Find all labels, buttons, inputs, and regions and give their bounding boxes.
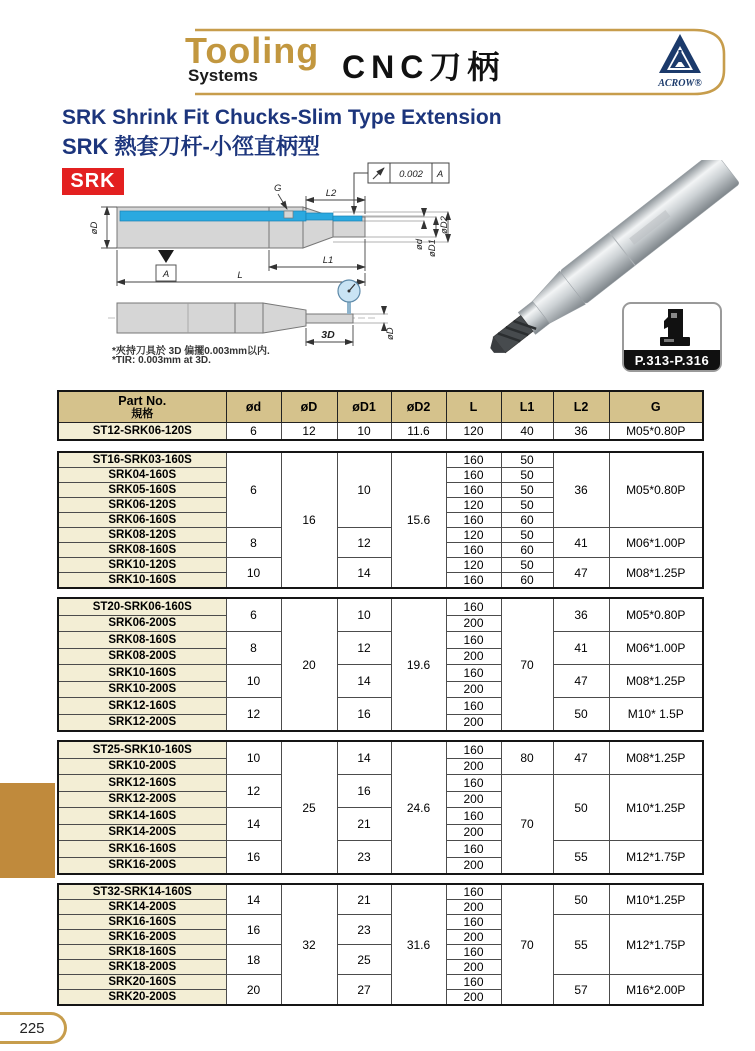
value-cell: 60 — [501, 543, 553, 558]
value-cell: M10* 1.5P — [609, 698, 703, 732]
value-cell: M05*0.80P — [609, 423, 703, 441]
label-oD: øD — [89, 221, 100, 235]
spec-tables — [57, 390, 702, 1006]
value-cell: 18 — [226, 945, 281, 975]
value-cell: 50 — [501, 558, 553, 573]
value-cell: 200 — [446, 681, 501, 698]
table-row — [58, 423, 703, 441]
label-L2: L2 — [325, 188, 337, 199]
table-row — [58, 841, 703, 858]
col-header: ød — [226, 391, 281, 423]
col-header: G — [609, 391, 703, 423]
value-cell: 50 — [501, 468, 553, 483]
series-badge-srk: SRK — [62, 168, 124, 195]
shrink-machine-icon — [654, 307, 694, 351]
value-cell: 160 — [446, 775, 501, 792]
value-cell: 19.6 — [391, 598, 446, 731]
part-no-cell: SRK08-120S — [58, 528, 226, 543]
part-no-cell: SRK20-200S — [58, 990, 226, 1006]
value-cell: 160 — [446, 468, 501, 483]
value-cell: 50 — [553, 884, 609, 915]
value-cell: 20 — [281, 598, 337, 731]
value-cell: M06*1.00P — [609, 632, 703, 665]
value-cell: 50 — [553, 775, 609, 841]
value-cell: 36 — [553, 598, 609, 632]
value-cell: M05*0.80P — [609, 598, 703, 632]
table-row — [58, 884, 703, 900]
value-cell: 200 — [446, 615, 501, 632]
value-cell: 57 — [553, 975, 609, 1006]
value-cell: 27 — [337, 975, 391, 1006]
value-cell: 21 — [337, 808, 391, 841]
thread-notch — [284, 211, 293, 218]
part-no-cell: SRK08-200S — [58, 648, 226, 665]
value-cell: 120 — [446, 423, 501, 441]
value-cell: 200 — [446, 900, 501, 915]
col-header: L — [446, 391, 501, 423]
value-cell: M05*0.80P — [609, 452, 703, 528]
value-cell: 160 — [446, 665, 501, 682]
value-cell: 160 — [446, 513, 501, 528]
value-cell: 200 — [446, 824, 501, 841]
table-row — [58, 528, 703, 543]
value-cell: 50 — [501, 483, 553, 498]
datum-triangle — [158, 250, 174, 263]
page-ref-badge — [622, 302, 722, 372]
part-no-cell: ST20-SRK06-160S — [58, 598, 226, 615]
value-cell: 160 — [446, 741, 501, 758]
part-no-cell: SRK05-160S — [58, 483, 226, 498]
part-no-cell: SRK16-200S — [58, 857, 226, 874]
part-no-cell: SRK06-200S — [58, 615, 226, 632]
table-row — [58, 698, 703, 715]
value-cell: 8 — [226, 632, 281, 665]
value-cell: 160 — [446, 598, 501, 615]
table-row — [58, 452, 703, 468]
table-row — [58, 558, 703, 573]
value-cell: M06*1.00P — [609, 528, 703, 558]
value-cell: 16 — [337, 775, 391, 808]
side-index-tab — [0, 783, 55, 878]
value-cell: 200 — [446, 714, 501, 731]
dial-indicator-icon — [338, 280, 360, 314]
value-cell: 8 — [226, 528, 281, 558]
label-oD1: øD1 — [427, 239, 438, 257]
value-cell: 200 — [446, 857, 501, 874]
value-cell: 50 — [501, 452, 553, 468]
value-cell: M08*1.25P — [609, 741, 703, 775]
value-cell: 70 — [501, 598, 553, 731]
value-cell: 120 — [446, 558, 501, 573]
value-cell: 160 — [446, 884, 501, 900]
label-oD-lower: øD — [385, 327, 396, 340]
value-cell: 47 — [553, 741, 609, 775]
part-no-cell: SRK06-160S — [58, 513, 226, 528]
part-no-cell: SRK18-160S — [58, 945, 226, 960]
spec-table-st16 — [57, 451, 704, 589]
value-cell: 160 — [446, 632, 501, 649]
value-cell: 12 — [337, 632, 391, 665]
part-no-cell: ST16-SRK03-160S — [58, 452, 226, 468]
dim-oD — [101, 207, 117, 248]
value-cell: 24.6 — [391, 741, 446, 874]
value-cell: M12*1.75P — [609, 915, 703, 975]
value-cell: 6 — [226, 598, 281, 632]
value-cell: 10 — [226, 665, 281, 698]
value-cell: 40 — [501, 423, 553, 441]
header-title-cn: CNC刀柄 — [342, 49, 506, 85]
part-no-cell: SRK14-200S — [58, 824, 226, 841]
diagram-note-cn: *夾持刀具於 3D 偏擺0.003mm以内. — [112, 346, 270, 357]
part-no-cell: SRK10-120S — [58, 558, 226, 573]
value-cell: 160 — [446, 841, 501, 858]
label-od: ød — [414, 238, 425, 250]
value-cell: 50 — [501, 498, 553, 513]
value-cell: 25 — [337, 945, 391, 975]
value-cell: M08*1.25P — [609, 665, 703, 698]
value-cell: 200 — [446, 930, 501, 945]
value-cell: 160 — [446, 698, 501, 715]
value-cell: 36 — [553, 452, 609, 528]
datum-label: A — [162, 269, 170, 280]
part-no-cell: SRK10-200S — [58, 758, 226, 775]
technical-drawing — [88, 160, 460, 360]
value-cell: 14 — [226, 884, 281, 915]
acrow-triangle-icon — [656, 33, 704, 75]
value-cell: 12 — [226, 698, 281, 732]
value-cell: 16 — [337, 698, 391, 732]
value-cell: 6 — [226, 423, 281, 441]
label-L: L — [237, 270, 243, 281]
value-cell: 14 — [337, 558, 391, 589]
value-cell: 31.6 — [391, 884, 446, 1005]
value-cell: 12 — [337, 528, 391, 558]
col-header-part: Part No. 規格 — [58, 391, 226, 423]
value-cell: 50 — [553, 698, 609, 732]
page-number: 225 — [0, 1012, 67, 1044]
value-cell: 160 — [446, 945, 501, 960]
value-cell: 10 — [337, 423, 391, 441]
value-cell: 70 — [501, 775, 553, 875]
table-row — [58, 598, 703, 615]
col-header: øD — [281, 391, 337, 423]
label-oD2: øD2 — [439, 216, 450, 234]
value-cell: 10 — [337, 598, 391, 632]
runout-callout — [354, 163, 449, 214]
value-cell: M16*2.00P — [609, 975, 703, 1006]
part-no-cell: SRK14-160S — [58, 808, 226, 825]
spec-table-st20 — [57, 597, 704, 732]
label-3D: 3D — [321, 329, 335, 341]
col-header: øD2 — [391, 391, 446, 423]
value-cell: 200 — [446, 960, 501, 975]
value-cell: 120 — [446, 498, 501, 513]
col-header: L2 — [553, 391, 609, 423]
value-cell: M08*1.25P — [609, 558, 703, 589]
value-cell: 160 — [446, 573, 501, 589]
value-cell: 16 — [281, 452, 337, 588]
part-no-cell: ST32-SRK14-160S — [58, 884, 226, 900]
table-row — [58, 741, 703, 758]
value-cell: 10 — [226, 558, 281, 589]
value-cell: 14 — [337, 665, 391, 698]
value-cell: M10*1.25P — [609, 884, 703, 915]
table-row — [58, 915, 703, 930]
col-header: L1 — [501, 391, 553, 423]
page-title-cn: SRK 熱套刀杆-小徑直柄型 — [62, 134, 320, 159]
value-cell: 20 — [226, 975, 281, 1006]
part-no-cell: SRK10-160S — [58, 573, 226, 589]
value-cell: 200 — [446, 990, 501, 1006]
value-cell: 70 — [501, 884, 553, 1005]
value-cell: 6 — [226, 452, 281, 528]
value-cell: 32 — [281, 884, 337, 1005]
value-cell: 16 — [226, 915, 281, 945]
table-row — [58, 665, 703, 682]
part-no-cell: SRK12-200S — [58, 791, 226, 808]
runout-datum: A — [436, 169, 444, 180]
part-no-cell: SRK10-200S — [58, 681, 226, 698]
part-no-cell: SRK12-200S — [58, 714, 226, 731]
spec-table-st32 — [57, 883, 704, 1006]
value-cell: 80 — [501, 741, 553, 775]
value-cell: 12 — [281, 423, 337, 441]
acrow-logo-text: ACROW® — [658, 78, 702, 89]
value-cell: 21 — [337, 884, 391, 915]
part-no-cell: ST25-SRK10-160S — [58, 741, 226, 758]
value-cell: M12*1.75P — [609, 841, 703, 875]
value-cell: 200 — [446, 648, 501, 665]
value-cell: 160 — [446, 483, 501, 498]
value-cell: 10 — [337, 452, 391, 528]
value-cell: 47 — [553, 665, 609, 698]
value-cell: 10 — [226, 741, 281, 775]
value-cell: 160 — [446, 452, 501, 468]
col-header: øD1 — [337, 391, 391, 423]
spec-table-st12 — [57, 390, 704, 441]
part-no-cell: SRK12-160S — [58, 775, 226, 792]
value-cell: 200 — [446, 758, 501, 775]
value-cell: 41 — [553, 528, 609, 558]
value-cell: 11.6 — [391, 423, 446, 441]
part-no-cell: SRK14-200S — [58, 900, 226, 915]
value-cell: 14 — [226, 808, 281, 841]
value-cell: 160 — [446, 975, 501, 990]
value-cell: 23 — [337, 915, 391, 945]
part-no-cell: SRK20-160S — [58, 975, 226, 990]
value-cell: 50 — [501, 528, 553, 543]
part-no-cell: SRK16-160S — [58, 841, 226, 858]
brand-systems: Systems — [188, 66, 258, 85]
value-cell: 55 — [553, 915, 609, 975]
value-cell: 160 — [446, 808, 501, 825]
page-title-en: SRK Shrink Fit Chucks-Slim Type Extension — [62, 106, 502, 129]
page-ref-text: P.313-P.316 — [624, 350, 720, 370]
value-cell: 47 — [553, 558, 609, 589]
part-no-cell: SRK08-160S — [58, 632, 226, 649]
value-cell: 15.6 — [391, 452, 446, 588]
value-cell: 25 — [281, 741, 337, 874]
value-cell: 60 — [501, 573, 553, 589]
label-L1: L1 — [322, 255, 334, 266]
value-cell: M10*1.25P — [609, 775, 703, 841]
part-no-cell: SRK10-160S — [58, 665, 226, 682]
value-cell: 60 — [501, 513, 553, 528]
table-row — [58, 632, 703, 649]
part-no-cell: SRK04-160S — [58, 468, 226, 483]
spec-table-st25 — [57, 740, 704, 875]
part-no-cell: SRK16-160S — [58, 915, 226, 930]
bore-highlight — [120, 211, 362, 221]
value-cell: 120 — [446, 528, 501, 543]
brand-tooling: Tooling — [185, 30, 320, 71]
part-no-cell: SRK18-200S — [58, 960, 226, 975]
part-no-cell: SRK06-120S — [58, 498, 226, 513]
value-cell: 16 — [226, 841, 281, 875]
table-row — [58, 975, 703, 990]
label-G: G — [274, 183, 282, 194]
value-cell: 55 — [553, 841, 609, 875]
value-cell: 23 — [337, 841, 391, 875]
table-row — [58, 775, 703, 792]
value-cell: 200 — [446, 791, 501, 808]
part-no-cell: SRK16-200S — [58, 930, 226, 945]
diagram-note-en: *TIR: 0.003mm at 3D. — [112, 355, 211, 366]
part-no-cell: SRK12-160S — [58, 698, 226, 715]
value-cell: 12 — [226, 775, 281, 808]
part-no-cell: ST12-SRK06-120S — [58, 423, 226, 441]
acrow-logo — [638, 33, 722, 91]
value-cell: 14 — [337, 741, 391, 775]
value-cell: 160 — [446, 543, 501, 558]
runout-test-body — [117, 303, 353, 333]
value-cell: 36 — [553, 423, 609, 441]
value-cell: 160 — [446, 915, 501, 930]
value-cell: 41 — [553, 632, 609, 665]
runout-value: 0.002 — [399, 169, 423, 180]
part-no-cell: SRK08-160S — [58, 543, 226, 558]
